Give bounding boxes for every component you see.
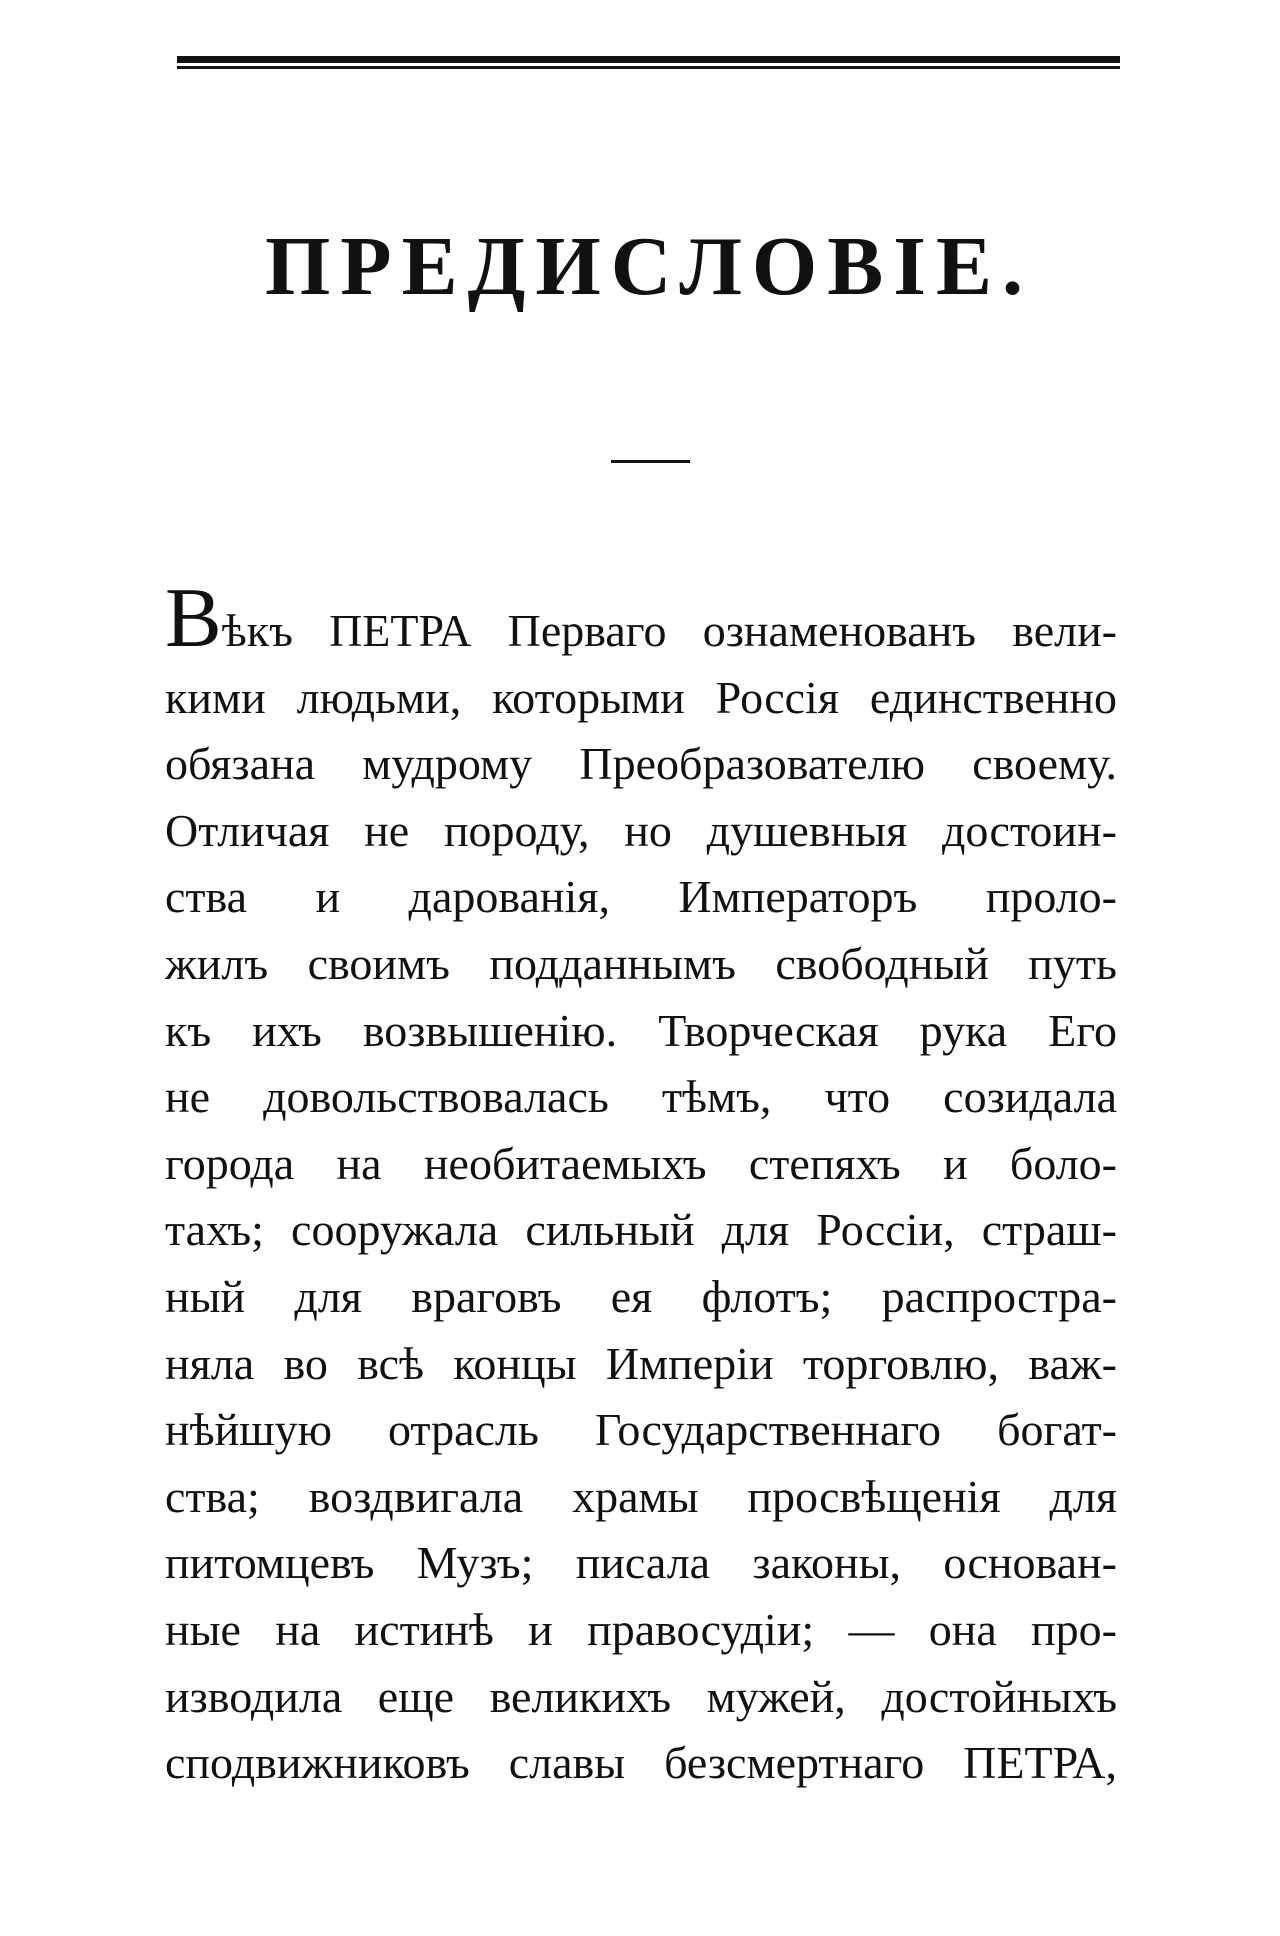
header-rule-thin	[177, 66, 1120, 69]
text-line: жилъ своимъ подданнымъ свободный путь	[165, 937, 1117, 989]
text-line: кими людьми, которыми Россія единственно	[165, 671, 1117, 723]
text-line: няла во всѣ концы Имперіи торговлю, важ-	[165, 1337, 1117, 1389]
header-rule-thick	[177, 56, 1120, 63]
text-line: обязана мудрому Преобразователю своему.	[165, 738, 1117, 790]
text-line: ства и дарованія, Императоръ проло-	[165, 871, 1117, 923]
text-line-drop-cap: Вѣкъ ПЕТРА Перваго ознаменованъ вели-	[165, 571, 1117, 665]
text-line: сподвижниковъ славы безсмертнаго ПЕТРА,	[165, 1737, 1117, 1789]
text-line: къ ихъ возвышенію. Творческая рука Его	[165, 1004, 1117, 1056]
text-line: питомцевъ Музъ; писала законы, основан-	[165, 1537, 1117, 1589]
text-line: ства; воздвигала храмы просвѣщенія для	[165, 1470, 1117, 1522]
text-line: тахъ; сооружала сильный для Россіи, страш-	[165, 1204, 1117, 1256]
text-line: Отличая не породу, но душевныя достоин-	[165, 804, 1117, 856]
text-line: ные на истинѣ и правосудіи; — она про-	[165, 1603, 1117, 1655]
text-line: не довольствовалась тѣмъ, что созидала	[165, 1071, 1117, 1123]
text-line: нѣйшую отрасль Государственнаго богат-	[165, 1404, 1117, 1456]
text-line: изводила еще великихъ мужей, достойныхъ	[165, 1670, 1117, 1722]
text-line: ный для враговъ ея флотъ; распростра-	[165, 1270, 1117, 1322]
title-divider	[611, 460, 690, 463]
preface-text	[165, 571, 1117, 1797]
page-title: ПРЕДИСЛОВІЕ.	[264, 220, 1034, 313]
text-line: города на необитаемыхъ степяхъ и боло-	[165, 1137, 1117, 1189]
